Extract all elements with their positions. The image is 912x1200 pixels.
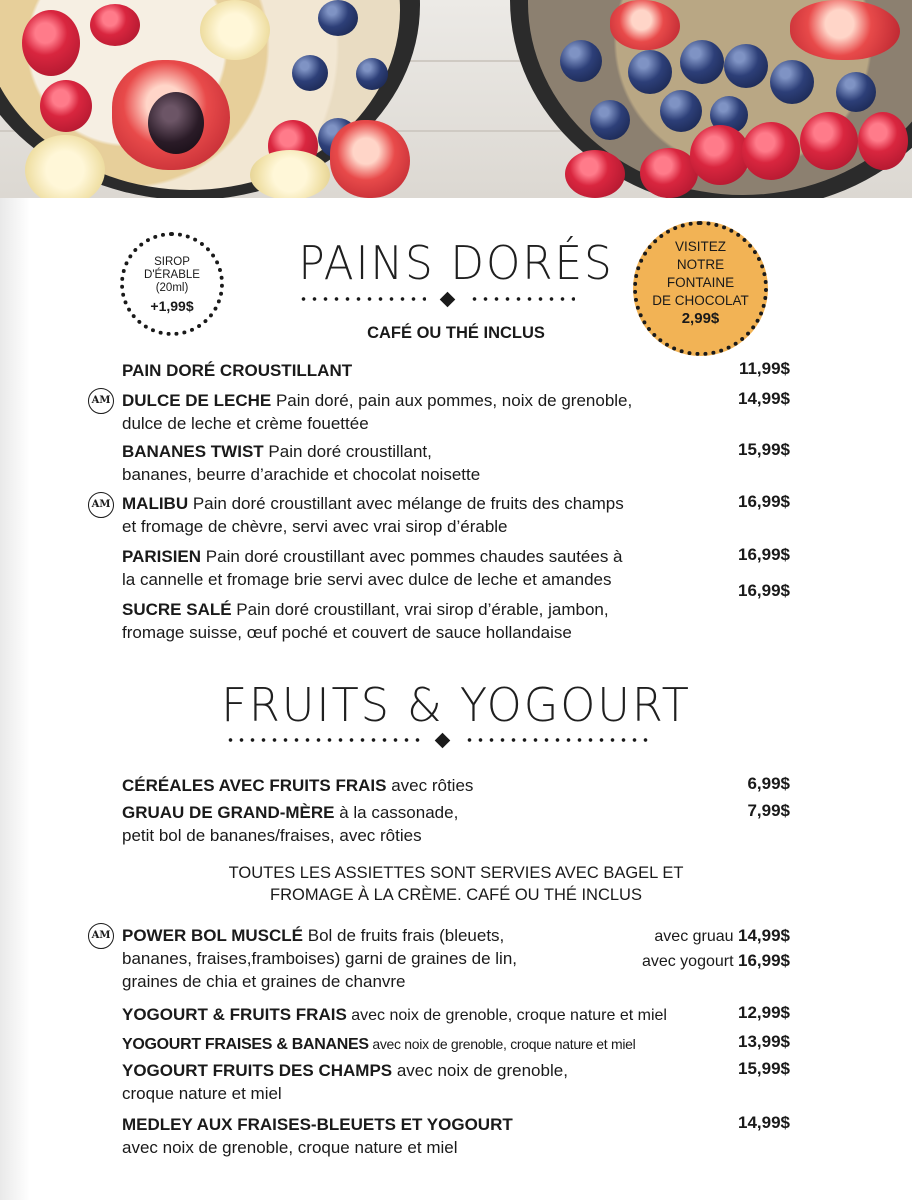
menu-item: [122, 1059, 717, 1105]
item-name: YOGOURT & FRUITS FRAIS: [122, 1005, 347, 1024]
badge-fontaine-line1: VISITEZ: [674, 239, 726, 254]
badge-fontaine-price: 2,99$: [681, 310, 720, 327]
diamond-ornament-icon: [440, 291, 456, 307]
note-line2: FROMAGE À LA CRÈME. CAFÉ OU THÉ INCLUS: [270, 886, 642, 904]
option-price: 16,99$: [738, 951, 790, 970]
section-title-pains-dores: PAINS DORÉS: [298, 236, 614, 290]
item-price: 14,99$: [738, 1113, 790, 1132]
menu-item: [122, 1032, 732, 1056]
menu-item: [122, 389, 717, 435]
item-description: Bol de fruits frais (bleuets,: [303, 926, 505, 945]
item-description: avec rôties: [386, 776, 474, 795]
item-description: fromage suisse, œuf poché et couvert de sauce hollandaise: [122, 623, 572, 642]
item-description: Pain doré, pain aux pommes, noix de grenoble,: [271, 391, 633, 410]
item-price: 6,99$: [747, 774, 790, 793]
item-name: CÉRÉALES AVEC FRUITS FRAIS: [122, 776, 387, 795]
option-price: 14,99$: [738, 926, 790, 945]
item-name: MALIBU: [122, 494, 189, 513]
item-description: Pain doré croustillant,: [268, 442, 432, 461]
item-description: Pain doré croustillant, vrai sirop d’érable, jambon,: [231, 600, 609, 619]
item-price: 7,99$: [747, 801, 790, 820]
menu-item: [122, 1113, 717, 1159]
badge-sirop-price: +1,99$: [150, 298, 194, 314]
pains-subtitle: CAFÉ OU THÉ INCLUS: [367, 324, 545, 342]
am-icon: AM: [88, 388, 114, 414]
item-name: YOGOURT FRUITS DES CHAMPS: [122, 1061, 393, 1080]
item-description: à la cassonade,: [334, 803, 459, 822]
item-price: 11,99$: [738, 359, 790, 378]
item-description: avec noix de grenoble,: [392, 1061, 568, 1080]
item-description: Pain doré croustillant avec pommes chaudes sautées à: [201, 547, 623, 566]
item-price: 16,99$: [738, 492, 790, 511]
item-name: BANANES TWIST: [122, 442, 264, 461]
badge-sirop-line1: SIROP: [154, 256, 190, 268]
item-description: petit bol de bananes/fraises, avec rôties: [122, 826, 422, 845]
badge-fontaine-line4: DE CHOCOLAT: [652, 293, 749, 308]
badge-sirop-line3: (20ml): [155, 282, 189, 294]
item-description: avec noix de grenoble, croque nature et miel: [122, 1138, 458, 1157]
item-description: la cannelle et fromage brie servi avec dulce de leche et amandes: [122, 570, 612, 589]
item-description: avec noix de grenoble, croque nature et miel: [346, 1007, 667, 1024]
am-icon: AM: [88, 923, 114, 949]
item-description: dulce de leche et crème fouettée: [122, 414, 369, 433]
badge-fontaine-line2: NOTRE: [676, 257, 725, 272]
item-price: 12,99$: [738, 1003, 790, 1022]
item-name: PAIN DORÉ CROUSTILLANT: [122, 361, 353, 380]
item-description: graines de chia et graines de chanvre: [122, 972, 406, 991]
item-price: 16,99$: [738, 545, 790, 564]
menu-item: [122, 1003, 732, 1027]
section-title-fruits-yogourt: FRUITS & YOGOURT: [221, 678, 691, 732]
item-description: bananes, fraises,framboises) garni de graines de lin,: [122, 949, 517, 968]
note-line1: TOUTES LES ASSIETTES SONT SERVIES AVEC BAGEL ET: [228, 864, 684, 882]
item-price: 15,99$: [738, 1059, 790, 1078]
price-option: [612, 924, 790, 949]
item-description: bananes, beurre d’arachide et chocolat noisette: [122, 465, 481, 484]
item-price: 13,99$: [738, 1032, 790, 1051]
item-name: DULCE DE LECHE: [122, 391, 272, 410]
item-name: YOGOURT FRAISES & BANANES: [122, 1036, 369, 1053]
menu-item: [122, 801, 717, 847]
item-name: POWER BOL MUSCLÉ: [122, 926, 304, 945]
item-price: 16,99$: [738, 581, 790, 600]
badge-fontaine-line3: FONTAINE: [666, 275, 735, 290]
menu-item: [122, 774, 717, 797]
badge-sirop-line2: D'ÉRABLE: [144, 269, 200, 281]
assiettes-note: [0, 862, 912, 906]
menu-item: [122, 359, 717, 382]
item-name: MEDLEY AUX FRAISES-BLEUETS ET YOGOURT: [122, 1115, 513, 1134]
item-description: Pain doré croustillant avec mélange de fruits des champs: [188, 494, 624, 513]
menu-item: [122, 598, 717, 644]
am-icon: AM: [88, 492, 114, 518]
diamond-ornament-icon: [435, 732, 451, 748]
option-label: avec yogourt: [641, 953, 738, 970]
item-description: croque nature et miel: [122, 1084, 282, 1103]
section-divider: [298, 292, 575, 306]
section-divider: [225, 733, 648, 747]
price-option: [612, 949, 790, 974]
item-name: SUCRE SALÉ: [122, 600, 232, 619]
item-name: PARISIEN: [122, 547, 202, 566]
food-photo-banner: [0, 0, 912, 198]
item-price: 14,99$: [738, 389, 790, 408]
item-name: GRUAU DE GRAND-MÈRE: [122, 803, 335, 822]
menu-item: [122, 545, 717, 591]
item-description: et fromage de chèvre, servi avec vrai sirop d’érable: [122, 517, 508, 536]
menu-item: [122, 440, 717, 486]
item-price: 15,99$: [738, 440, 790, 459]
menu-item: [122, 492, 717, 538]
item-description: avec noix de grenoble, croque nature et miel: [368, 1036, 636, 1052]
option-label: avec gruau: [654, 928, 738, 945]
